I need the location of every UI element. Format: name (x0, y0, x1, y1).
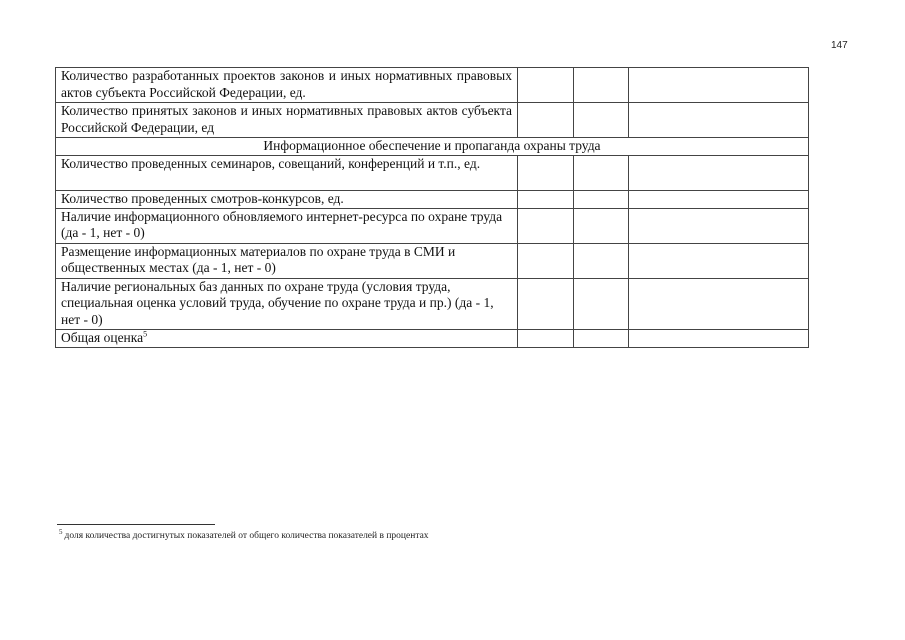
value-cell-2 (574, 208, 629, 243)
table-row (56, 208, 809, 243)
indicator-label (56, 103, 518, 138)
value-cell-1 (518, 208, 574, 243)
value-cell-1 (518, 155, 574, 190)
indicator-label (56, 208, 518, 243)
footnote (59, 527, 429, 541)
value-cell-3 (629, 68, 809, 103)
footnote-reference: 5 (143, 329, 148, 338)
value-cell-2 (574, 243, 629, 278)
value-cell-2 (574, 103, 629, 138)
indicator-text: Количество принятых законов и иных нормативных правовых актов субъекта Российской Федерации, ед (61, 103, 512, 135)
value-cell-3 (629, 103, 809, 138)
value-cell-3 (629, 278, 809, 329)
indicator-text: Наличие региональных баз данных по охране труда (условия труда, специальная оценка условий труда, обучение по охране труда и пр.) (да - 1, нет - 0) (61, 278, 494, 327)
value-cell-2 (574, 190, 629, 208)
table-row (56, 278, 809, 329)
indicator-label (56, 68, 518, 103)
table-row (56, 68, 809, 103)
indicator-label (56, 278, 518, 329)
value-cell-1 (518, 243, 574, 278)
value-cell-3 (629, 329, 809, 347)
value-cell-3 (629, 243, 809, 278)
section-title: Информационное обеспечение и пропаганда охраны труда (56, 138, 809, 156)
indicator-label (56, 190, 518, 208)
indicator-text: Количество проведенных смотров-конкурсов, ед. (61, 190, 344, 206)
table-row (56, 243, 809, 278)
footnote-text: доля количества достигнутых показателей от общего количества показателей в процентах (64, 531, 429, 541)
section-header-row (56, 138, 809, 156)
value-cell-1 (518, 103, 574, 138)
indicator-label (56, 155, 518, 190)
value-cell-2 (574, 68, 629, 103)
table-row (56, 190, 809, 208)
value-cell-2 (574, 329, 629, 347)
value-cell-2 (574, 278, 629, 329)
indicators-table (55, 67, 809, 348)
table-row (56, 103, 809, 138)
value-cell-1 (518, 278, 574, 329)
indicator-text: Количество проведенных семинаров, совещаний, конференций и т.п., ед. (61, 155, 481, 171)
footnote-marker: 5 (59, 527, 63, 536)
indicator-text: Общая оценка (61, 329, 144, 345)
table-row (56, 155, 809, 190)
value-cell-1 (518, 68, 574, 103)
table-row (56, 329, 809, 347)
indicators-table-body (56, 68, 809, 348)
value-cell-2 (574, 155, 629, 190)
value-cell-1 (518, 190, 574, 208)
indicator-label (56, 243, 518, 278)
value-cell-1 (518, 329, 574, 347)
indicator-text: Наличие информационного обновляемого интернет-ресурса по охране труда (да - 1, нет - 0) (61, 208, 503, 240)
indicator-text: Количество разработанных проектов законов и иных нормативных правовых актов субъекта Российской Федерации, ед. (61, 68, 512, 100)
value-cell-3 (629, 208, 809, 243)
value-cell-3 (629, 155, 809, 190)
indicator-label (56, 329, 518, 347)
footnote-separator (57, 524, 215, 525)
value-cell-3 (629, 190, 809, 208)
indicator-text: Размещение информационных материалов по охране труда в СМИ и общественных местах (да - 1, нет - 0) (61, 243, 456, 275)
page-number: 147 (831, 40, 848, 51)
